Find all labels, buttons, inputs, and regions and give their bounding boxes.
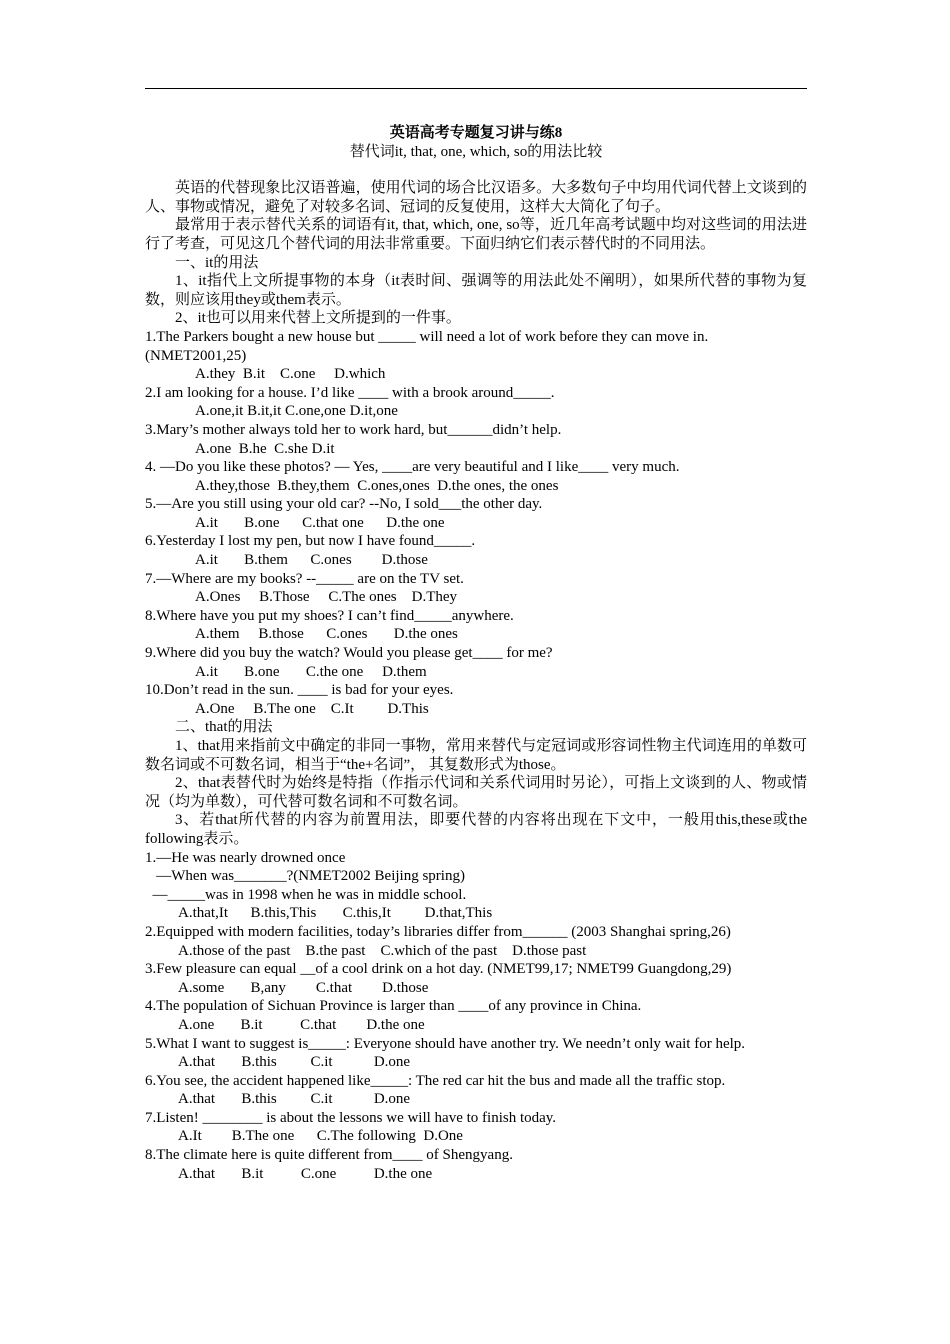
question-options: A.it B.one C.that one D.the one <box>195 514 445 531</box>
document-body <box>145 124 807 1183</box>
question: 5.What I want to suggest is_____: Everyone should have another try. We needn’t only wait for help. <box>145 1035 746 1052</box>
dialogue-line: —When was_______?(NMET2002 Beijing spring) <box>145 868 465 885</box>
question: 4. —Do you like these photos? — Yes, ____are very beautiful and I like____ very much. <box>145 459 680 476</box>
rule-paragraph: 2、it也可以用来代替上文所提到的一件事。 <box>175 310 461 327</box>
question-options: A.that B.it C.one D.the one <box>178 1165 433 1182</box>
question-options: A.It B.The one C.The following D.One <box>178 1128 463 1145</box>
rule-paragraph: 3、若that所代替的内容为前置用法，即要代替的内容将出现在下文中，一般用this,these或the following表示。 <box>145 812 807 847</box>
question: 1.The Parkers bought a new house but _____ will need a lot of work before they can move in. (NMET2001,25) <box>145 328 709 364</box>
question-options: A.that B.this C.it D.one <box>178 1054 411 1071</box>
dialogue-line: 1.—He was nearly drowned once <box>145 849 346 866</box>
question: 6.You see, the accident happened like_____: The red car hit the bus and made all the traffic stop. <box>145 1072 726 1089</box>
question: 3.Mary’s mother always told her to work hard, but______didn’t help. <box>145 421 562 438</box>
section-heading-it: 一、it的用法 <box>175 254 259 271</box>
header-rule <box>145 88 807 89</box>
dialogue-line: —_____was in 1998 when he was in middle school. <box>145 886 467 903</box>
intro-paragraph: 最常用于表示替代关系的词语有it, that, which, one, so等，近几年高考试题中均对这些词的用法进行了考查，可见这几个替代词的用法非常重要。下面归纳它们表示替代时的不同用法。 <box>145 217 807 252</box>
intro-paragraph: 英语的代替现象比汉语普遍，使用代词的场合比汉语多。大多数句子中均用代词代替上文谈到的人、事物或情况，避免了对较多名词、冠词的反复使用，这样大大简化了句子。 <box>145 180 807 215</box>
section-heading-that: 二、that的用法 <box>175 719 273 736</box>
question: 10.Don’t read in the sun. ____ is bad for your eyes. <box>145 682 454 699</box>
question-options: A.that B.this C.it D.one <box>178 1091 411 1108</box>
question-options: A.those of the past B.the past C.which of the past D.those past <box>178 942 587 959</box>
rule-paragraph: 2、that表替代时为始终是特指（作指示代词和关系代词用时另论），可指上文谈到的人、物或情况（均为单数），可代替可数名词和不可数名词。 <box>145 775 807 810</box>
question: 3.Few pleasure can equal __of a cool drink on a hot day. (NMET99,17; NMET99 Guangdong,29) <box>145 961 732 978</box>
question: 7.Listen! ________ is about the lessons we will have to finish today. <box>145 1109 557 1126</box>
rule-paragraph: 1、that用来指前文中确定的非同一事物，常用来替代与定冠词或形容词性物主代词连用的单数可数名词或不可数名词，相当于“the+名词”， 其复数形式为those。 <box>145 738 807 773</box>
question: 5.—Are you still using your old car? --No, I sold___the other day. <box>145 496 543 513</box>
question-options: A.it B.one C.the one D.them <box>195 663 427 680</box>
page-title: 英语高考专题复习讲与练8 <box>389 125 563 141</box>
question-options: A.One B.The one C.It D.This <box>195 700 429 717</box>
question-options: A.it B.them C.ones D.those <box>195 552 428 569</box>
question-options: A.some B,any C.that D.those <box>178 979 429 996</box>
question: 2.I am looking for a house. I’d like ____ with a brook around_____. <box>145 384 555 401</box>
question: 7.—Where are my books? --_____ are on the TV set. <box>145 570 464 587</box>
question-options: A.them B.those C.ones D.the ones <box>195 626 458 643</box>
question: 9.Where did you buy the watch? Would you please get____ for me? <box>145 645 553 662</box>
question: 4.The population of Sichuan Province is larger than ____of any province in China. <box>145 998 642 1015</box>
question: 2.Equipped with modern facilities, today’s libraries differ from______ (2003 Shanghai spring,26) <box>145 923 731 940</box>
question-options: A.they,those B.they,them C.ones,ones D.the ones, the ones <box>195 477 559 494</box>
question: 8.The climate here is quite different from____ of Shengyang. <box>145 1147 513 1164</box>
question-options: A.that,It B.this,This C.this,It D.that,This <box>178 905 493 922</box>
question-options: A.they B.it C.one D.which <box>195 366 386 383</box>
question-options: A.one B.he C.she D.it <box>195 440 335 457</box>
rule-paragraph: 1、it指代上文所提事物的本身（it表时间、强调等的用法此处不阐明），如果所代替的事物为复数，则应该用they或them表示。 <box>145 273 807 308</box>
page-subtitle: 替代词it, that, one, which, so的用法比较 <box>349 143 603 160</box>
question: 6.Yesterday I lost my pen, but now I have found_____. <box>145 533 476 550</box>
question: 8.Where have you put my shoes? I can’t find_____anywhere. <box>145 607 514 624</box>
question-options: A.Ones B.Those C.The ones D.They <box>195 589 458 606</box>
question-options: A.one B.it C.that D.the one <box>178 1016 425 1033</box>
question-options: A.one,it B.it,it C.one,one D.it,one <box>195 403 398 420</box>
